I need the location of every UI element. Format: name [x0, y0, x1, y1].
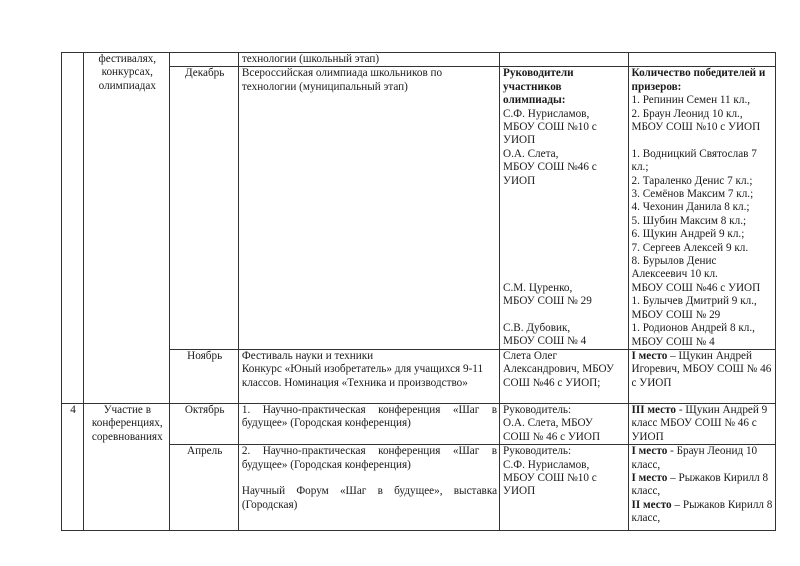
event-cell: Всероссийская олимпиада школьников по технологии (муниципальный этап): [238, 67, 499, 350]
category-cell: Участие в конференциях, соревнованиях: [84, 403, 170, 530]
results-cell: [628, 53, 775, 67]
place-label: III место: [631, 403, 677, 416]
results-cell: Количество победителей и призеров: 1. Репинин Семен 11 кл., 2. Браун Леонид 10 кл., МБОУ СОШ №10 с УИОП 1. Водницкий Святослав 7 кл.; 2. Тараленко Денис 7 кл.; 3. Семёнов Максим 7 кл.; 4. Чехонин Данила 8 кл.; 5. Шубин Максим 8 кл.; 6. Щукин Андрей 9 кл.; 7. Сергеев Алексей 9 кл. 8. Бурылов Денис Алексеевич 10 кл. МБОУ СОШ №46 с УИОП 1. Булычев Дмитрий 9 кл., МБОУ СОШ № 29 1. Родионов Андрей 8 кл., МБОУ СОШ № 4: [628, 67, 775, 350]
leaders-cell: Руководитель: О.А. Слета, МБОУ СОШ № 46 с УИОП: [500, 403, 628, 444]
table-row: [62, 53, 776, 67]
leaders-cell: Слета Олег Александрович, МБОУ СОШ №46 с УИОП;: [500, 349, 628, 403]
leaders-cell: Руководитель: С.Ф. Нурисламов, МБОУ СОШ №10 с УИОП: [500, 445, 628, 531]
leaders-cell: Руководители участников олимпиады: С.Ф. Нурисламов, МБОУ СОШ №10 с УИОП О.А. Слета, МБОУ СОШ №46 с УИОП С.М. Цуренко, МБОУ СОШ № 29 С.В. Дубовик, МБОУ СОШ № 4: [500, 67, 628, 350]
results-cell: I место - Браун Леонид 10 класс, I место – Рыжаков Кирилл 8 класс, II место – Рыжаков Кирилл 8 класс,: [628, 445, 775, 531]
results-cell: I место – Щукин Андрей Игоревич, МБОУ СОШ № 46 с УИОП: [628, 349, 775, 403]
results-title: Количество победителей и призеров:: [631, 67, 766, 93]
leaders-cell: [500, 53, 628, 67]
place-label: II место: [631, 498, 672, 511]
month-cell: Декабрь: [170, 67, 238, 350]
month-cell: Ноябрь: [170, 349, 238, 403]
event-cell: Фестиваль науки и техники Конкурс «Юный изобретатель» для учащихся 9-11 классов. Номинация «Техника и производство»: [238, 349, 499, 403]
month-cell: Апрель: [170, 445, 238, 531]
leaders-title: Руководители участников олимпиады:: [503, 67, 574, 107]
table-row: [62, 403, 776, 444]
category-cell: фестивалях, конкурсах, олимпиадах: [84, 53, 170, 404]
place-label: I место: [631, 349, 668, 362]
event-cell: технологии (школьный этап): [238, 53, 499, 67]
place-label: I место: [631, 445, 668, 458]
place-label: I место: [631, 471, 668, 484]
section-number-cell: [62, 53, 84, 404]
month-cell: [170, 53, 238, 67]
section-number-cell: 4: [62, 403, 84, 530]
event-cell: 2. Научно-практическая конференция «Шаг в будущее» (Городская конференция) Научный Форум «Шаг в будущее», выставка (Городская): [238, 445, 499, 531]
results-cell: III место - Щукин Андрей 9 класс МБОУ СОШ № 46 с УИОП: [628, 403, 775, 444]
event-cell: 1. Научно-практическая конференция «Шаг в будущее» (Городская конференция): [238, 403, 499, 444]
month-cell: Октябрь: [170, 403, 238, 444]
events-table: [61, 52, 776, 531]
